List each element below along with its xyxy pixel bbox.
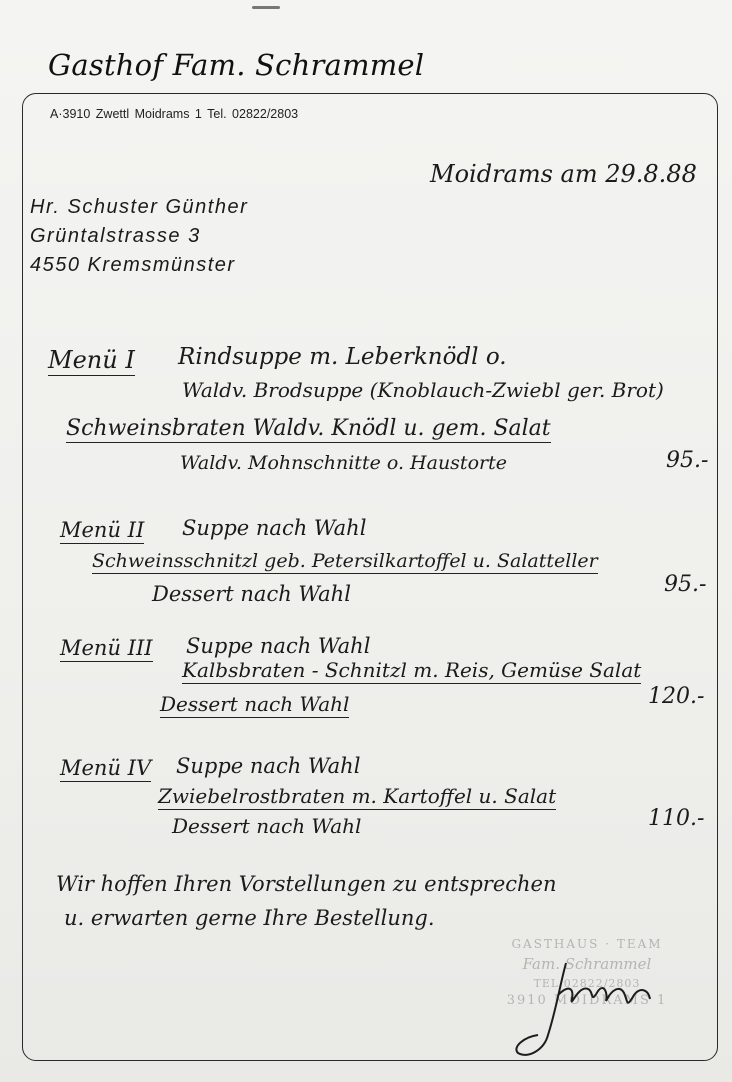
recipient-street: Grüntalstrasse 3 xyxy=(30,225,201,247)
menu-4-soup: Suppe nach Wahl xyxy=(176,754,361,778)
menu-2-label: Menü II xyxy=(60,518,145,542)
letterhead-address: A·3910 Zwettl Moidrams 1 Tel. 02822/2803 xyxy=(50,107,299,121)
menu-4-dessert: Dessert nach Wahl xyxy=(172,814,362,838)
menu-1-soup: Rindsuppe m. Leberknödl o. xyxy=(178,344,507,370)
signature-mark xyxy=(508,955,658,1065)
menu-2-dessert: Dessert nach Wahl xyxy=(152,582,351,606)
stamp-line-4: 3910 MOIDRAMS 1 xyxy=(506,993,668,1008)
stamp-line-2: Fam. Schrammel xyxy=(522,955,652,973)
menu-1-price: 95.- xyxy=(666,448,709,473)
menu-3-main: Kalbsbraten - Schnitzl m. Reis, Gemüse Salat xyxy=(182,658,642,682)
menu-1-soup-alt: Waldv. Brodsuppe (Knoblauch-Zwiebl ger. Brot) xyxy=(182,378,664,402)
menu-2-main: Schweinsschnitzl geb. Petersilkartoffel u. Salatteller xyxy=(92,550,598,572)
recipient-name: Hr. Schuster Günther xyxy=(30,196,249,218)
staple-mark xyxy=(252,6,280,9)
stamp-line-3: TEL 02822/2803 xyxy=(533,977,641,990)
menu-3-soup: Suppe nach Wahl xyxy=(186,634,371,658)
date-line: Moidrams am 29.8.88 xyxy=(430,160,697,188)
menu-2-soup: Suppe nach Wahl xyxy=(182,516,367,540)
menu-2-price: 95.- xyxy=(664,572,707,597)
menu-4-label: Menü IV xyxy=(60,756,152,780)
menu-1-dessert: Waldv. Mohnschnitte o. Haustorte xyxy=(180,452,507,474)
closing-line-2: u. erwarten gerne Ihre Bestellung. xyxy=(64,906,435,930)
stamp-line-1: GASTHAUS · TEAM xyxy=(511,937,663,951)
letterhead-name: Gasthof Fam. Schrammel xyxy=(48,48,425,82)
menu-3-price: 120.- xyxy=(648,684,705,709)
menu-3-label: Menü III xyxy=(60,636,153,660)
menu-1-main: Schweinsbraten Waldv. Knödl u. gem. Salat xyxy=(66,416,551,441)
closing-line-1: Wir hoffen Ihren Vorstellungen zu entsprechen xyxy=(56,872,557,896)
recipient-city: 4550 Kremsmünster xyxy=(30,254,236,276)
menu-4-price: 110.- xyxy=(648,806,705,831)
menu-3-dessert: Dessert nach Wahl xyxy=(160,692,350,716)
menu-1-label: Menü I xyxy=(48,346,135,374)
menu-4-main: Zwiebelrostbraten m. Kartoffel u. Salat xyxy=(158,784,557,808)
